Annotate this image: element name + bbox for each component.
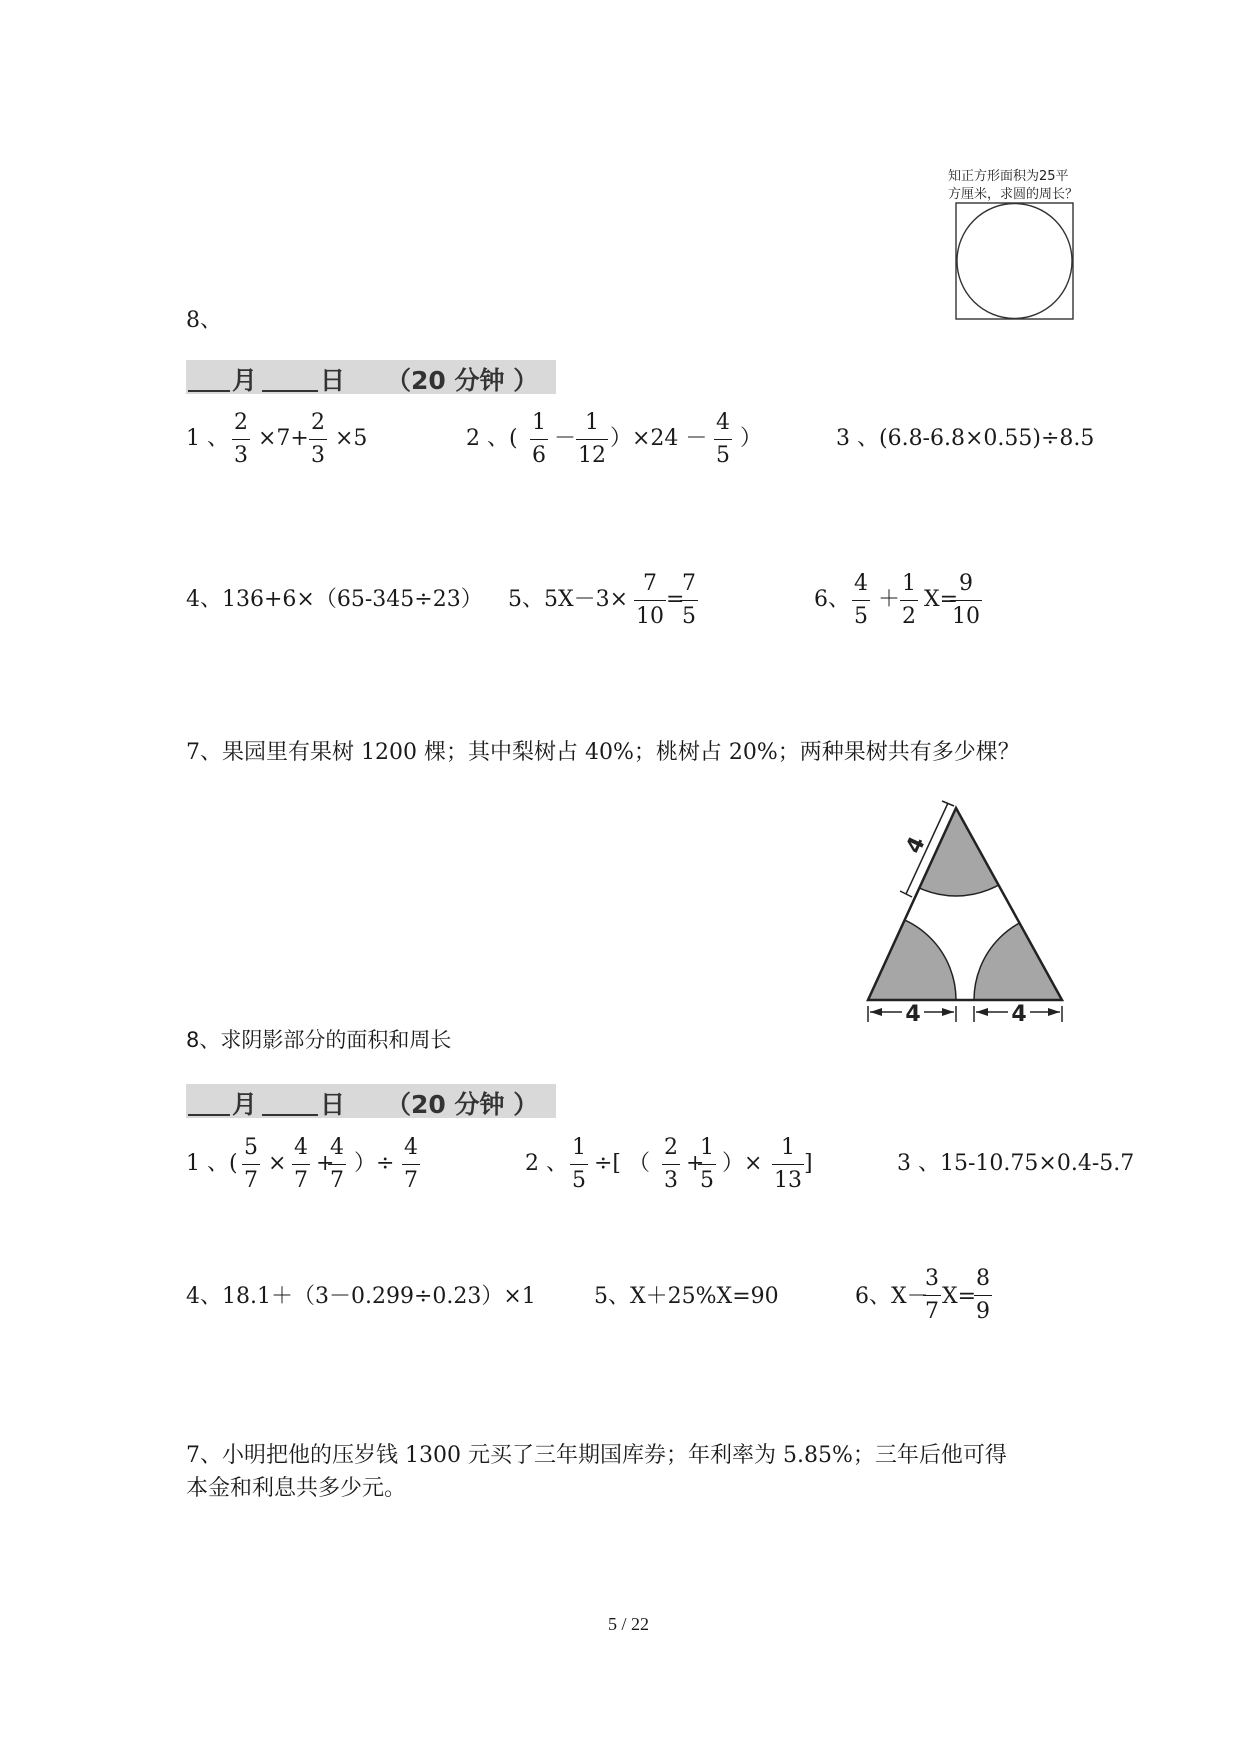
figure-label-bottom-left: 4 xyxy=(905,1002,921,1027)
figure-label-side: 4 xyxy=(901,833,931,858)
s2-problem-4: 4、18.1＋（3－0.299÷0.23）×1 xyxy=(186,1284,536,1309)
s1-problem-3: 3 、(6.8-6.8×0.55)÷8.5 xyxy=(836,426,1095,451)
month-label: 月 xyxy=(232,366,258,395)
s2-problem-7-line2: 本金和利息共多少元。 xyxy=(186,1476,407,1501)
figure-label-bottom-right: 4 xyxy=(1011,1002,1027,1027)
s2-problem-7-line1: 7、小明把他的压岁钱 1300 元买了三年期国库券；年利率为 5.85%；三年后他可得 xyxy=(186,1443,1007,1468)
page-number: 5 / 22 xyxy=(608,1614,650,1634)
section2-header xyxy=(186,1084,556,1118)
figure-caption-line2: 方厘米，求圆的周长？ xyxy=(948,187,1079,202)
day-label: 日 xyxy=(320,1090,346,1119)
section1-header xyxy=(186,360,556,394)
s1-problem-7: 7、果园里有果树 1200 棵；其中梨树占 40%；桃树占 20%；两种果树共有多少棵？ xyxy=(186,740,1020,765)
s1-problem-8: 8、求阴影部分的面积和周长 xyxy=(186,1028,452,1052)
duration-label: （20 分钟 ） xyxy=(386,366,539,395)
triangle-sectors-figure xyxy=(840,800,1070,1030)
problem-8-label: 8、 xyxy=(186,308,222,333)
duration-label: （20 分钟 ） xyxy=(386,1090,539,1119)
s1-problem-4: 4、136+6×（65-345÷23） xyxy=(186,587,483,612)
square-circle-figure xyxy=(955,202,1075,320)
figure-caption-line1: 知正方形面积为25平 xyxy=(948,169,1069,184)
s2-problem-5: 5、X＋25%X=90 xyxy=(594,1284,779,1309)
day-label: 日 xyxy=(320,366,346,395)
month-label: 月 xyxy=(232,1090,258,1119)
s2-problem-3: 3 、15-10.75×0.4-5.7 xyxy=(897,1151,1135,1176)
